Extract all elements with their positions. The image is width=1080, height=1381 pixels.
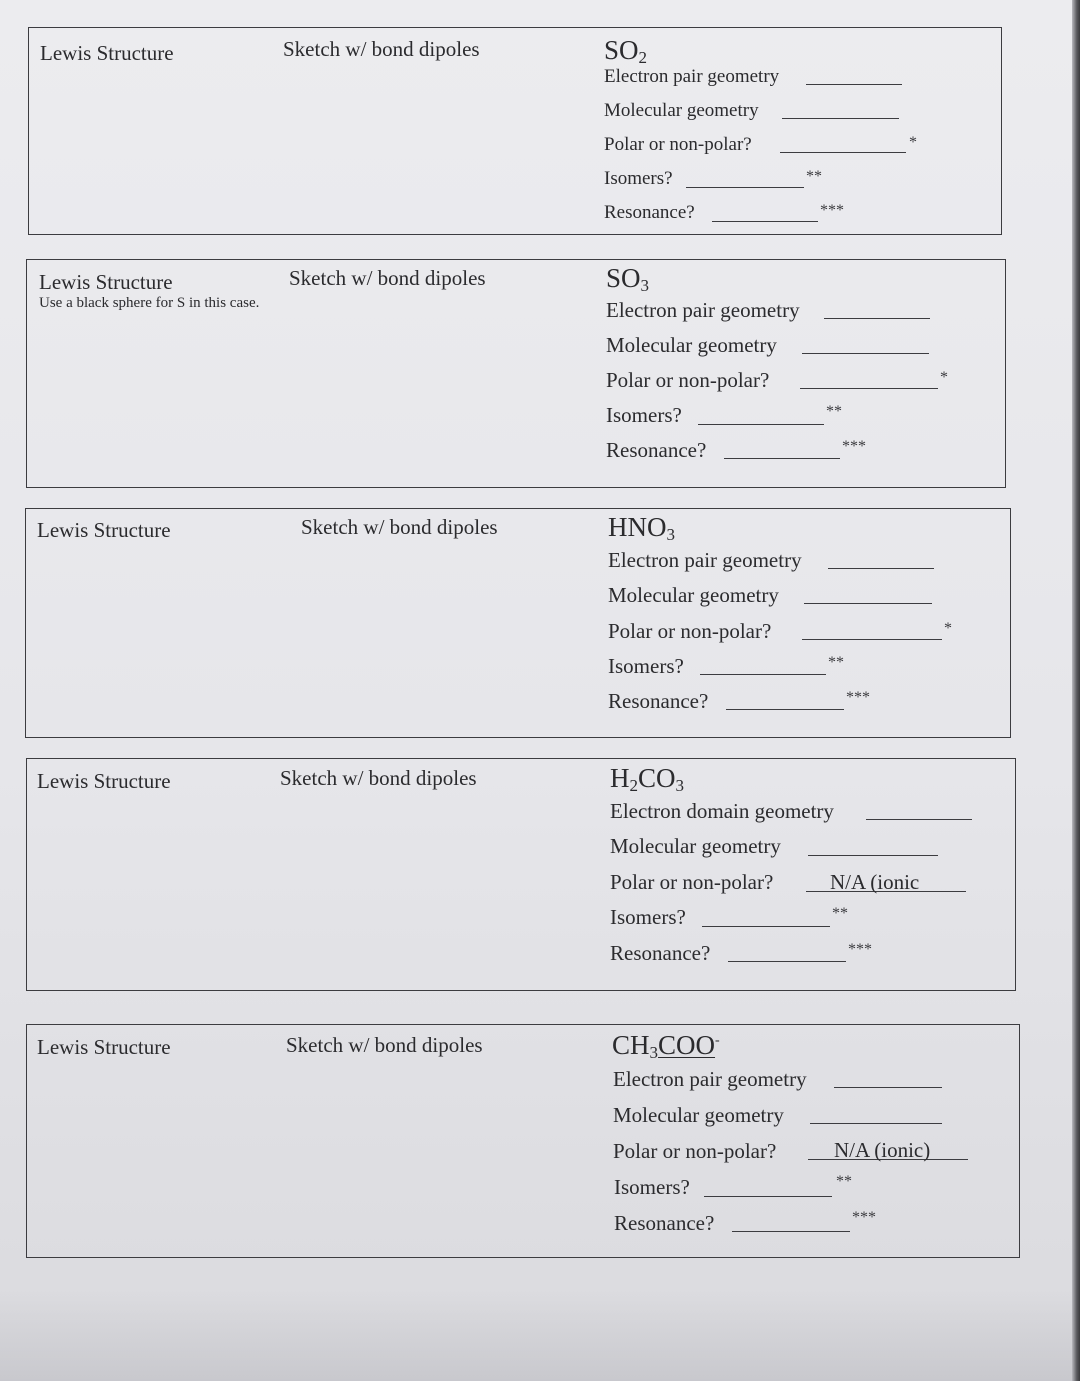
polarity-blank[interactable] <box>800 388 938 389</box>
polarity-asterisk: * <box>909 134 917 151</box>
isomers-blank[interactable] <box>704 1196 832 1197</box>
resonance-blank[interactable] <box>726 709 844 710</box>
electron-pair-geometry-label: Electron pair geometry <box>608 548 802 572</box>
electron-pair-geometry-blank[interactable] <box>806 84 902 85</box>
polarity-value: N/A (ionic <box>830 870 920 894</box>
isomers-blank[interactable] <box>700 674 826 675</box>
electron-pair-geometry-blank[interactable] <box>828 568 934 569</box>
molecular-geometry-label: Molecular geometry <box>610 834 781 858</box>
molecular-geometry-blank[interactable] <box>802 353 929 354</box>
lewis-structure-label: Lewis Structure <box>37 769 171 793</box>
isomers-blank[interactable] <box>702 926 830 927</box>
resonance-asterisks: *** <box>842 438 866 455</box>
lewis-structure-note: Use a black sphere for S in this case. <box>39 295 260 311</box>
electron-domain-geometry-label: Electron domain geometry <box>610 799 834 823</box>
molecular-geometry-blank[interactable] <box>782 118 899 119</box>
sketch-label: Sketch w/ bond dipoles <box>283 37 480 61</box>
sketch-label: Sketch w/ bond dipoles <box>289 266 486 290</box>
resonance-blank[interactable] <box>712 221 818 222</box>
molecular-geometry-label: Molecular geometry <box>606 333 777 357</box>
resonance-blank[interactable] <box>728 961 846 962</box>
polarity-asterisk: * <box>940 369 948 386</box>
sketch-label: Sketch w/ bond dipoles <box>280 766 477 790</box>
polarity-value: N/A (ionic) <box>834 1138 931 1162</box>
polarity-label: Polar or non-polar? <box>608 619 772 643</box>
electron-pair-geometry-label: Electron pair geometry <box>604 66 780 87</box>
page-edge-shadow <box>1072 0 1080 1381</box>
electron-pair-geometry-label: Electron pair geometry <box>613 1067 807 1091</box>
isomers-label: Isomers? <box>604 168 673 189</box>
electron-pair-geometry-label: Electron pair geometry <box>606 298 800 322</box>
isomers-label: Isomers? <box>606 403 682 427</box>
lewis-structure-label: Lewis Structure <box>39 270 173 294</box>
molecular-geometry-blank[interactable] <box>804 603 932 604</box>
isomers-label: Isomers? <box>608 654 684 678</box>
molecular-geometry-label: Molecular geometry <box>604 100 759 121</box>
resonance-label: Resonance? <box>610 941 711 965</box>
formula-so2: $SO_2$ <box>604 35 648 67</box>
resonance-blank[interactable] <box>732 1231 850 1232</box>
polarity-label: Polar or non-polar? <box>613 1139 777 1163</box>
isomers-asterisks: ** <box>806 168 822 185</box>
isomers-label: Isomers? <box>614 1175 690 1199</box>
resonance-blank[interactable] <box>724 458 840 459</box>
polarity-label: Polar or non-polar? <box>604 134 752 155</box>
formula-so3: $SO_3$ <box>606 263 650 295</box>
molecular-geometry-label: Molecular geometry <box>613 1103 784 1127</box>
sketch-label: Sketch w/ bond dipoles <box>286 1033 483 1057</box>
resonance-label: Resonance? <box>606 438 707 462</box>
polarity-blank[interactable] <box>780 152 906 153</box>
polarity-asterisk: * <box>944 620 952 637</box>
resonance-label: Resonance? <box>614 1211 715 1235</box>
molecular-geometry-blank[interactable] <box>810 1123 942 1124</box>
electron-pair-geometry-blank[interactable] <box>834 1087 942 1088</box>
molecular-geometry-blank[interactable] <box>808 855 938 856</box>
page-bottom-shadow <box>0 1290 1072 1381</box>
formula-hno3: $HNO_3$ <box>608 512 675 544</box>
section-so2-box <box>28 27 1002 235</box>
resonance-asterisks: *** <box>852 1209 876 1226</box>
polarity-label: Polar or non-polar? <box>610 870 774 894</box>
electron-pair-geometry-blank[interactable] <box>824 318 930 319</box>
isomers-asterisks: ** <box>836 1173 852 1190</box>
resonance-asterisks: *** <box>848 941 872 958</box>
molecular-geometry-label: Molecular geometry <box>608 583 779 607</box>
isomers-asterisks: ** <box>826 403 842 420</box>
lewis-structure-label: Lewis Structure <box>40 41 174 65</box>
polarity-blank[interactable] <box>802 639 942 640</box>
formula-ch3coo: $CH_3COO^-$ <box>612 1030 720 1062</box>
polarity-label: Polar or non-polar? <box>606 368 770 392</box>
isomers-asterisks: ** <box>832 905 848 922</box>
formula-h2co3: $H_2CO_3$ <box>610 763 685 795</box>
lewis-structure-label: Lewis Structure <box>37 518 171 542</box>
isomers-blank[interactable] <box>698 424 824 425</box>
lewis-structure-label: Lewis Structure <box>37 1035 171 1059</box>
isomers-asterisks: ** <box>828 654 844 671</box>
resonance-label: Resonance? <box>604 202 695 223</box>
isomers-blank[interactable] <box>686 187 804 188</box>
resonance-label: Resonance? <box>608 689 709 713</box>
resonance-asterisks: *** <box>820 202 844 219</box>
resonance-asterisks: *** <box>846 689 870 706</box>
sketch-label: Sketch w/ bond dipoles <box>301 515 498 539</box>
isomers-label: Isomers? <box>610 905 686 929</box>
electron-domain-geometry-blank[interactable] <box>866 819 972 820</box>
